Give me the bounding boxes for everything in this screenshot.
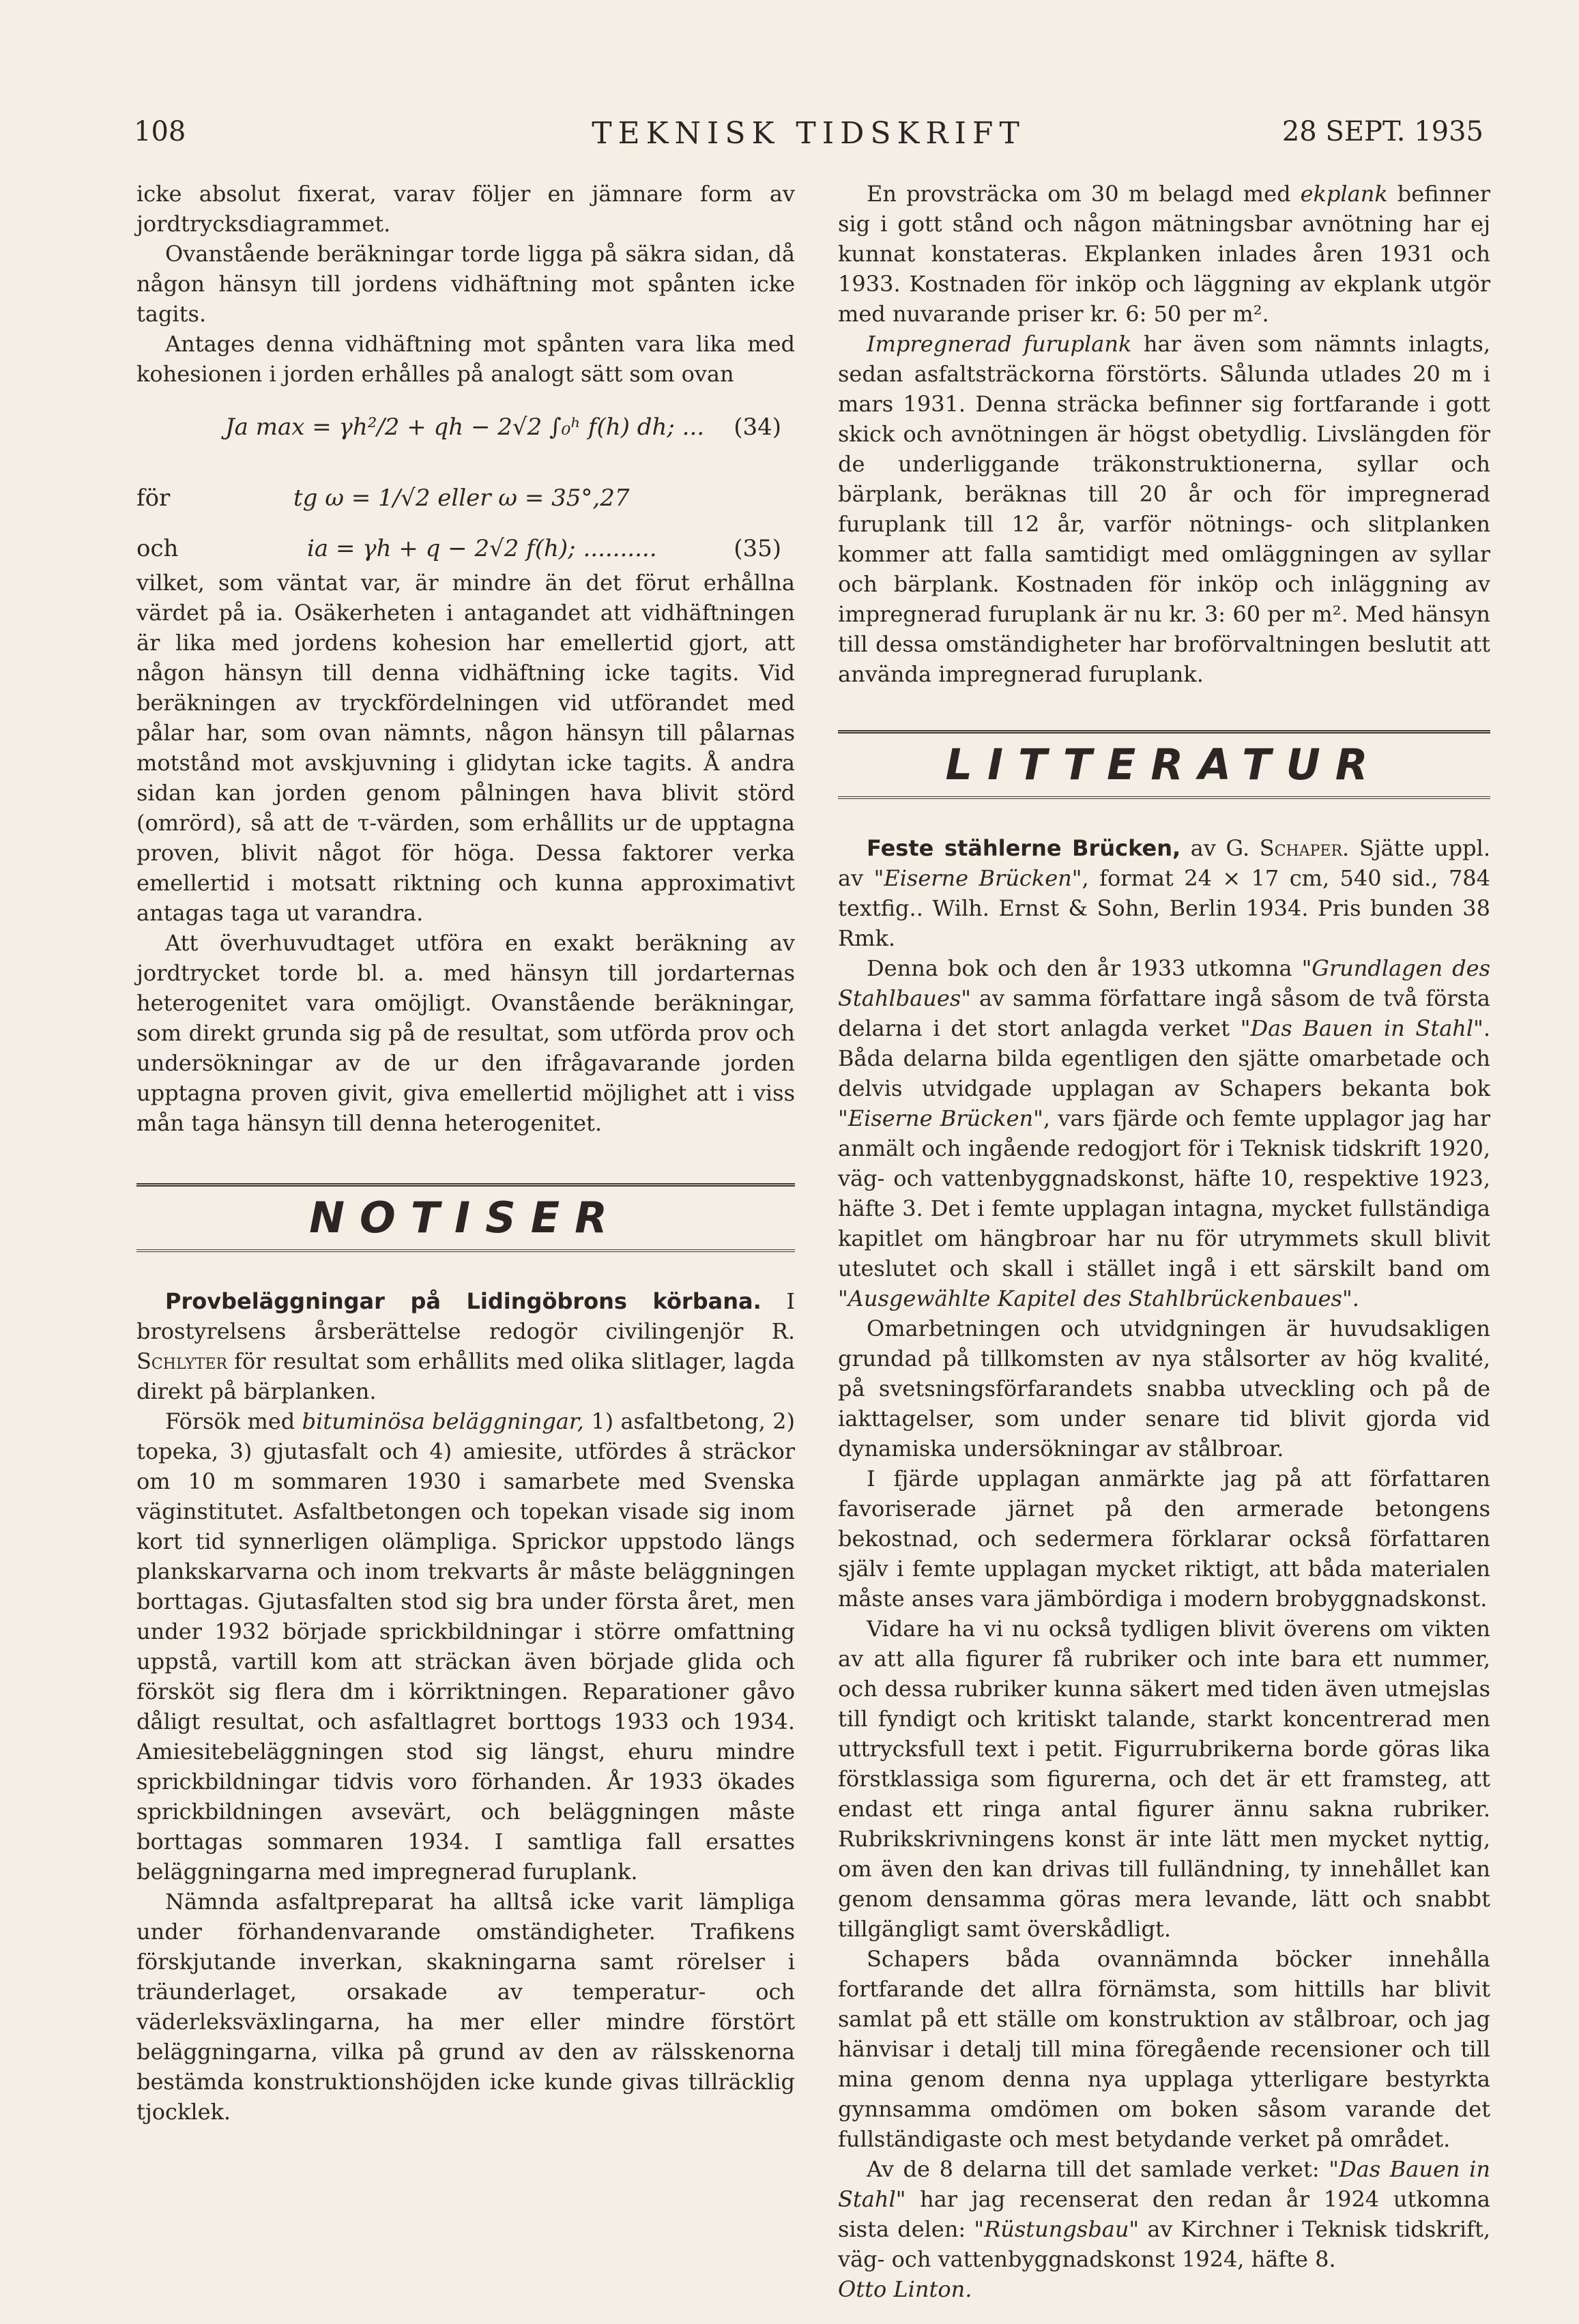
equation-number: (34) xyxy=(734,413,781,441)
paragraph: Att överhuvudtaget utföra en exakt beräkning av jordtrycket torde bl. a. med hänsyn till jordarternas heterogenitet vara omöjligt. Ovanstående beräkningar, som direkt grunda sig på de resultat, som utförda prov och undersökningar av de ur den ifrågavarande jorden upptagna proven givit, giva emellertid möjlighet att i viss mån taga hänsyn till denna heterogenitet. xyxy=(136,930,795,1136)
paragraph: Nämnda asfaltpreparat ha alltså icke varit lämpliga under förhandenvarande omständigheter. Trafikens förskjutande inverkan, skakningarna samt rörelser i träunderlaget, orsakade av temperatur- och väderleksväxlingarna, ha mer eller mindre förstört beläggningarna, vilka på grund av den av rälsskenorna bestämda konstruktionshöjden icke kunde givas tillräcklig tjocklek. xyxy=(136,1889,795,2125)
paragraph: Omarbetningen och utvidgningen är huvudsakligen grundad på tillkomsten av nya stålsorter av hög kvalité, på svetsningsförfarandets snabba utveckling och på de iakttagelser, som under senare tid blivit gjorda vid dynamiska undersökningar av stålbroar. xyxy=(838,1316,1490,1462)
section-heading-litteratur: LITTERATUR xyxy=(945,740,1383,789)
paragraph: Provbeläggningar på Lidingöbrons körbana. I brostyrelsens årsberättelse redogör civilingenjör R. Schlyter för resultat som erhållits med olika slitlager, lagda direkt på bärplanken. xyxy=(136,1288,796,1404)
signature: Otto Linton. xyxy=(838,2276,972,2302)
double-rule xyxy=(136,1249,795,1252)
author-name: Schaper xyxy=(1259,835,1343,861)
equation-text: Ja max = γh²/2 + qh − 2√2 ∫₀ʰ f(h) dh; ... xyxy=(225,413,705,441)
paragraph: Antages denna vidhäftning mot spånten vara lika med kohesionen i jorden erhålles på analogt sätt som ovan xyxy=(136,331,795,387)
paragraph: Feste stählerne Brücken, av G. Schaper. Sjätte uppl. av "Eiserne Brücken", format 24 × 17 cm, 540 sid., 784 textfig.. Wilh. Ernst & Sohn, Berlin 1934. Pris bunden 38 Rmk. xyxy=(838,835,1491,951)
paragraph: icke absolut fixerat, varav följer en jämnare form av jordtrycksdiagrammet. xyxy=(136,181,795,237)
journal-title: TEKNISK TIDSKRIFT xyxy=(592,116,1026,151)
issue-date: 28 SEPT. 1935 xyxy=(1281,116,1483,147)
paragraph: En provsträcka om 30 m belagd med ekplank befinner sig i gott stånd och någon mätningsbar avnötning har ej kunnat konstateras. Ekplanken inlades åren 1931 och 1933. Kostnaden för inköp och läggning av ekplank utgör med nuvarande priser kr. 6: 50 per m². xyxy=(838,181,1490,327)
equation-tg xyxy=(136,464,795,532)
notiser-band xyxy=(136,1183,795,1252)
right-column xyxy=(838,179,1490,2304)
article-title: Provbeläggningar på Lidingöbrons körbana. xyxy=(165,1288,762,1314)
author-name: Schlyter xyxy=(136,1348,227,1374)
paragraph: Denna bok och den år 1933 utkomna "Grundlagen des Stahlbaues" av samma författare ingå såsom de två första delarna i det stort anlagda verket "Das Bauen in Stahl". Båda delarna bilda egentligen den sjätte omarbetade och delvis utvidgade upplagan av Schapers bekanta bok "Eiserne Brücken", vars fjärde och femte upplagor jag har anmält och ingående redogjort för i Teknisk tidskrift 1920, väg- och vattenbyggnadskonst, häfte 10, respektive 1923, häfte 3. Det i femte upplagan intagna, mycket fullständiga kapitlet om hängbroar har nu för utrymmets skull blivit uteslutet och skall i stället ingå i ett särskilt band om "Ausgewählte Kapitel des Stahlbrückenbaues". xyxy=(838,955,1491,1311)
equation-35 xyxy=(136,532,795,568)
left-column xyxy=(136,179,795,2127)
equation-text: ia = γh + q − 2√2 f(h); .......... xyxy=(307,535,657,562)
paragraph: Schapers båda ovannämnda böcker innehålla fortfarande det allra förnämsta, som hittills har blivit samlat på ett ställe om konstruktion av stålbroar, och jag hänvisar i detalj till mina föregående recensioner och till mina genom denna nya upplaga ytterligare bestyrkta gynnsamma omdömen om boken såsom varande det fullständigaste och mest betydande verket på området. xyxy=(838,1946,1490,2152)
running-header xyxy=(134,116,1483,164)
equation-label: för xyxy=(136,484,171,512)
double-rule xyxy=(838,796,1490,799)
equation-34 xyxy=(136,389,795,464)
paragraph: Vidare ha vi nu också tydligen blivit överens om vikten av att alla figurer få rubriker och inte bara ett nummer, och dessa rubriker kunna säkert med tiden även utmejslas till fyndigt och kritiskt talande, starkt koncentrerad men uttrycksfull text i petit. Figurrubrikerna borde göras lika förstklassiga som figurerna, och det är ett framsteg, att endast ett ringa antal figurer ännu sakna rubriker. Rubrikskrivningens konst är inte lätt men mycket nyttig, om även den kan drivas till fulländning, ty innehållet kan genom densamma göras mera levande, lätt och snabbt tillgängligt samt överskådligt. xyxy=(838,1616,1490,1942)
paragraph: I fjärde upplagan anmärkte jag på att författaren favoriserade järnet på den armerade betongens bekostnad, och sedermera förklarar också författaren själv i femte upplagan mycket riktigt, att båda materialen måste anses vara jämbördiga i modern brobyggnadskonst. xyxy=(838,1466,1490,1612)
paragraph: Ovanstående beräkningar torde ligga på säkra sidan, då någon hänsyn till jordens vidhäftning mot spånten icke tagits. xyxy=(136,241,795,327)
paragraph: Försök med bituminösa beläggningar, 1) asfaltbetong, 2) topeka, 3) gjutasfalt och 4) amiesite, utfördes å sträckor om 10 m sommaren 1930 i samarbete med Svenska väginstitutet. Asfaltbetongen och topekan visade sig inom kort tid synnerligen olämpliga. Sprickor uppstodo längs plankskarvarna och inom trekvarts år måste beläggningen borttagas. Gjutasfalten stod sig bra under första året, men under 1932 började sprickbildningar i större omfattning uppstå, vartill kom att sträckan även började glida och försköt sig flera dm i körriktningen. Reparationer gåvo dåligt resultat, och asfaltlagret borttogs 1933 och 1934. Amiesitebeläggningen stod sig längst, ehuru mindre sprickbildningar tidvis voro förhanden. År 1933 ökades sprickbildningen avsevärt, och beläggningen måste borttagas sommaren 1934. I samtliga fall ersattes beläggningarna med impregnerad furuplank. xyxy=(136,1408,796,1885)
equation-number: (35) xyxy=(734,535,781,562)
litteratur-band xyxy=(838,730,1490,799)
equation-label: och xyxy=(136,535,179,562)
book-title: Feste stählerne Brücken, xyxy=(867,835,1181,861)
section-heading-notiser: NOTISER xyxy=(309,1193,622,1243)
equation-text: tg ω = 1/√2 eller ω = 35°,27 xyxy=(293,484,630,512)
paragraph: Impregnerad furuplank har även som nämnts inlagts, sedan asfaltsträckorna förstörts. Sålunda utlades 20 m i mars 1931. Denna sträcka befinner sig fortfarande i gott skick och avnötningen är högst obetydlig. Livslängden för de underliggande träkonstruktionerna, syllar och bärplank, beräknas till 20 år och för impregnerad furuplank till 12 år, varför nötnings- och slitplanken kommer att falla samtidigt med omläggningen av syllar och bärplank. Kostnaden för inköp och inläggning av impregnerad furuplank är nu kr. 3: 60 per m². Med hänsyn till dessa omständigheter har broförvaltningen beslutit att använda impregnerad furuplank. xyxy=(838,331,1491,687)
paragraph: Av de 8 delarna till det samlade verket: "Das Bauen in Stahl" har jag recenserat den redan år 1924 utkomna sista delen: "Rüstungsbau" av Kirchner i Teknisk tidskrift, väg- och vattenbyggnadskonst 1924, häfte 8. xyxy=(838,2156,1491,2272)
paragraph: vilket, som väntat var, är mindre än det förut erhållna värdet på ia. Osäkerheten i antagandet att vidhäftningen är lika med jordens kohesion har emellertid gjort, att någon hänsyn till denna vidhäftning icke tagits. Vid beräkningen av tryckfördelningen vid utförandet med pålar har, som ovan nämnts, någon hänsyn till pålarnas motstånd mot avskjuvning i glidytan icke tagits. Å andra sidan kan jorden genom pålningen hava blivit störd (omrörd), så att de τ-värden, som erhållits ur de upptagna proven, blivit något för höga. Dessa faktorer verka emellertid i motsatt riktning och kunna approximativt antagas taga ut varandra. xyxy=(136,570,795,926)
page-number: 108 xyxy=(134,116,186,147)
